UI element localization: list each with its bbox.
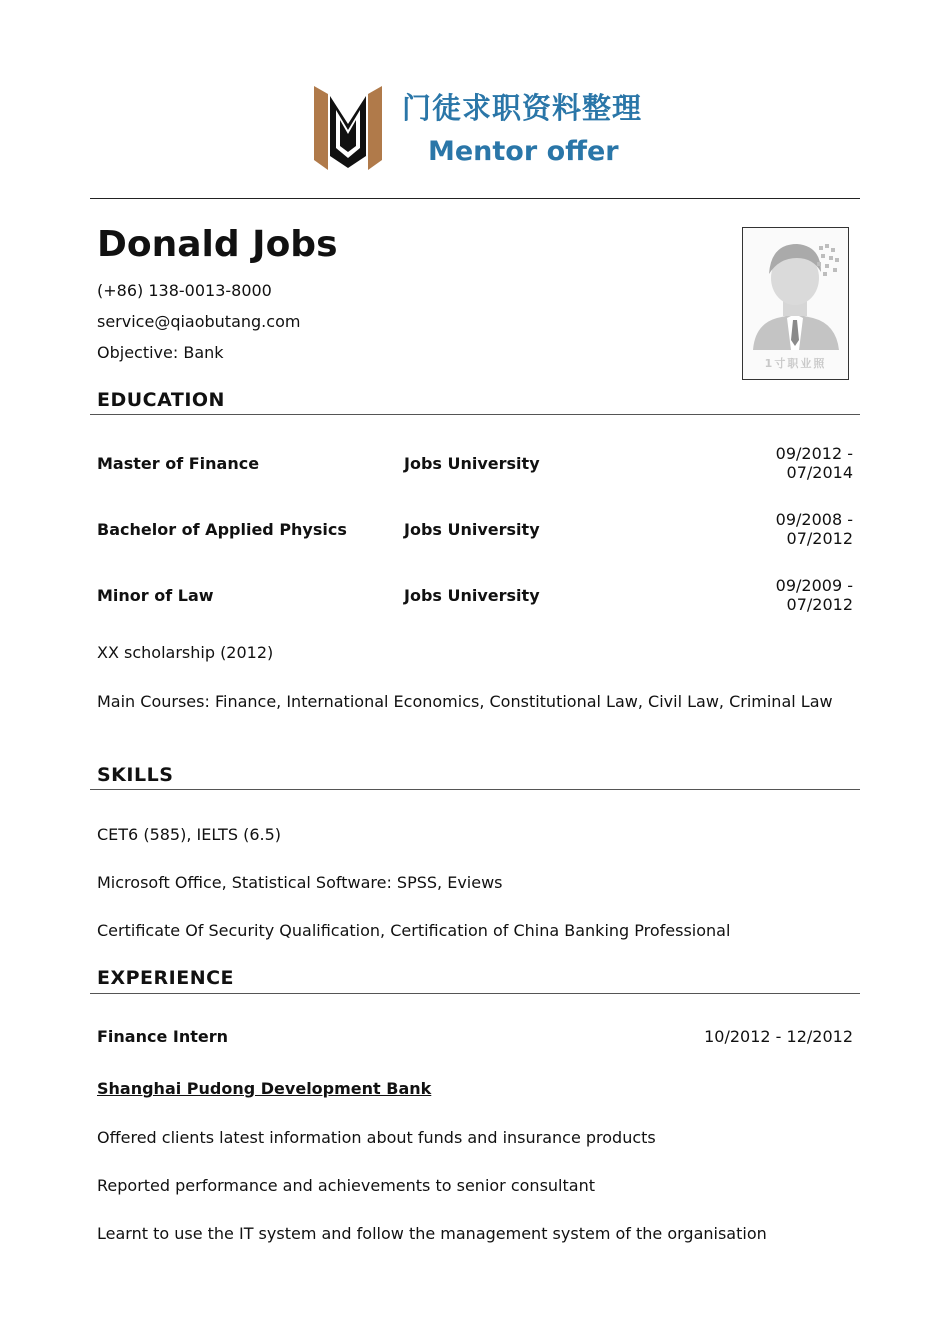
company-name: Shanghai Pudong Development Bank	[97, 1079, 432, 1098]
education-school: Jobs University	[404, 454, 540, 473]
education-entry	[97, 508, 853, 552]
skill-item: Microsoft Office, Statistical Software: SPSS, Eviews	[97, 873, 503, 892]
education-end-date: 07/2012	[786, 595, 853, 614]
main-courses: Main Courses: Finance, International Economics, Constitutional Law, Civil Law, Criminal Law	[97, 692, 833, 711]
brand-name-en: Mentor offer	[428, 136, 619, 167]
header-divider	[90, 198, 860, 199]
education-start-date: 09/2009 -	[775, 576, 853, 595]
candidate-name: Donald Jobs	[97, 224, 338, 265]
brand-name-cn: 门徒求职资料整理	[402, 91, 643, 125]
education-school: Jobs University	[404, 520, 540, 539]
profile-photo-placeholder	[742, 227, 849, 380]
experience-bullet: Offered clients latest information about funds and insurance products	[97, 1128, 656, 1147]
education-end-date: 07/2014	[786, 463, 853, 482]
email-address: service@qiaobutang.com	[97, 312, 301, 331]
section-divider	[90, 993, 860, 994]
education-start-date: 09/2008 -	[775, 510, 853, 529]
education-degree: Bachelor of Applied Physics	[97, 520, 347, 539]
education-school: Jobs University	[404, 586, 540, 605]
section-title-skills: SKILLS	[97, 764, 174, 786]
education-entry	[97, 574, 853, 618]
scholarship: XX scholarship (2012)	[97, 643, 274, 662]
mentor-logo-icon	[312, 80, 384, 176]
job-title: Finance Intern	[97, 1027, 229, 1046]
section-divider	[90, 414, 860, 415]
education-dates	[776, 444, 853, 482]
skill-item: CET6 (585), IELTS (6.5)	[97, 825, 281, 844]
experience-bullet: Learnt to use the IT system and follow the management system of the organisation	[97, 1224, 767, 1243]
brand-logo	[312, 80, 642, 180]
experience-bullet: Reported performance and achievements to senior consultant	[97, 1176, 595, 1195]
education-dates	[776, 510, 853, 548]
phone-number: (+86) 138-0013-8000	[97, 281, 272, 300]
objective: Objective: Bank	[97, 343, 224, 362]
job-dates: 10/2012 - 12/2012	[704, 1027, 853, 1046]
photo-caption: 1寸职业照	[764, 357, 827, 370]
section-title-experience: EXPERIENCE	[97, 967, 235, 989]
section-title-education: EDUCATION	[97, 389, 225, 411]
education-entry	[97, 442, 853, 486]
skill-item: Certificate Of Security Qualification, Certification of China Banking Professional	[97, 921, 731, 940]
education-dates	[776, 576, 853, 614]
section-divider	[90, 789, 860, 790]
education-degree: Master of Finance	[97, 454, 260, 473]
education-degree: Minor of Law	[97, 586, 214, 605]
education-start-date: 09/2012 -	[775, 444, 853, 463]
education-end-date: 07/2012	[786, 529, 853, 548]
